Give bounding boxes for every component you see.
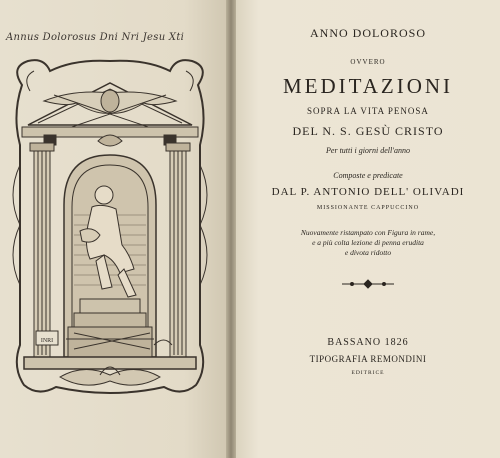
frontispiece-engraving xyxy=(4,55,216,400)
printers-ornament xyxy=(338,278,398,290)
book-gutter xyxy=(226,0,236,458)
edition-note-1: Nuovamente ristampato con Figura in rame, xyxy=(300,228,436,237)
composte-predicate: Composte e predicate xyxy=(333,171,403,180)
book-subtitle-gesu-cristo: DEL N. S. GESÙ CRISTO xyxy=(292,124,444,138)
author-name: DAL P. ANTONIO DELL' OLIVADI xyxy=(271,186,465,198)
imprint-editrice: EDITRICE xyxy=(351,370,385,376)
book-title-ovvero: OVVERO xyxy=(350,58,386,66)
edition-note-2: e a più colta lezione di penna erudita xyxy=(312,238,424,247)
handwritten-inscription: Annus Dolorosus Dni Nri Jesu Xti xyxy=(6,32,185,43)
imprint-printer: TIPOGRAFIA REMONDINI xyxy=(309,354,427,364)
author-title: MISSIONANTE CAPPUCCINO xyxy=(316,205,420,211)
edition-note-3: e divota ridotto xyxy=(344,248,392,257)
book-title-anno-doloroso: ANNO DOLOROSO xyxy=(309,26,426,40)
book-title-meditazioni: MEDITAZIONI xyxy=(282,74,454,98)
book-subtitle-sopra: SOPRA LA VITA PENOSA xyxy=(307,106,429,116)
imprint-place-year: BASSANO 1826 xyxy=(327,337,409,348)
title-page-text xyxy=(236,0,500,458)
book-subtitle-per-tutti: Per tutti i giorni dell'anno xyxy=(326,146,410,155)
inri-plaque: INRI xyxy=(40,338,54,344)
